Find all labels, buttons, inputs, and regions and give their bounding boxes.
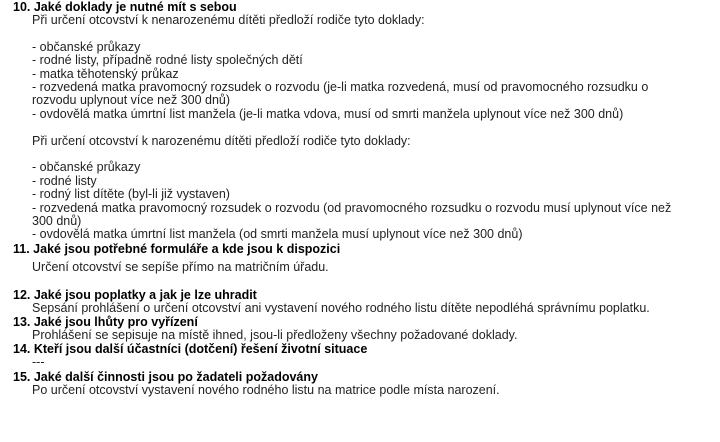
section-10-heading: 10. Jaké doklady je nutné mít s sebou <box>13 0 237 14</box>
section-10-body <box>13 14 720 242</box>
section-11-body <box>13 256 720 288</box>
section-11-text: Určení otcovství se sepíše přímo na matričním úřadu. <box>32 259 329 274</box>
list-item: - rodný list dítěte (byl-li již vystaven) <box>32 187 230 202</box>
list-item: - rodné listy, případně rodné listy společných dětí <box>32 53 303 68</box>
section-13-text: Prohlášení se sepisuje na místě ihned, jsou-li předloženy všechny požadované doklady. <box>32 328 518 343</box>
list-item: - rozvedená matka pravomocný rozsudek o rozvodu (je-li matka rozvedená, musí od pravomocného rozsudku o rozvodu uplynout více než 300 dnů) <box>32 80 649 108</box>
section-14-heading: 14. Kteří jsou další účastníci (dotčení) řešení životní situace <box>13 342 368 357</box>
section-14-text: --- <box>32 355 45 370</box>
list-item: - matka těhotenský průkaz <box>32 66 179 81</box>
unborn-intro: Při určení otcovství k nenarozenému dítěti předloží rodiče tyto doklady: <box>32 13 425 27</box>
section-14-body <box>13 356 720 369</box>
list-item: - rozvedená matka pravomocný rozsudek o rozvodu (od pravomocného rozsudku o rozvodu musí uplynout více než 300 dnů) <box>32 200 672 229</box>
section-12-heading: 12. Jaké jsou poplatky a jak je lze uhradit <box>13 287 257 302</box>
section-11-heading: 11. Jaké jsou potřebné formuláře a kde jsou k dispozici <box>13 241 341 256</box>
section-12-body <box>13 302 720 315</box>
section-13-body <box>13 329 720 342</box>
list-item: - ovdovělá matka úmrtní list manžela (je-li matka vdova, musí od smrti manžela uplynout více než 300 dnů) <box>32 106 624 121</box>
section-15-heading: 15. Jaké další činnosti jsou po žadateli požadovány <box>13 369 318 384</box>
list-item: - občanské průkazy <box>32 39 141 54</box>
list-item: - rodné listy <box>32 173 97 188</box>
list-item: - občanské průkazy <box>32 160 141 175</box>
section-15-text: Po určení otcovství vystavení nového rodného listu na matrice podle místa narození. <box>32 382 500 397</box>
section-12-text: Sepsání prohlášení o určení otcovství ani vystavení nového rodného listu dítěte nepodléhá správnímu poplatku. <box>32 300 650 315</box>
list-item: - ovdovělá matka úmrtní list manžela (od smrti manžela musí uplynout více než 300 dnů) <box>32 227 523 242</box>
section-15-body <box>13 384 720 397</box>
section-13-heading: 13. Jaké jsou lhůty pro vyřízení <box>13 315 198 330</box>
born-intro: Při určení otcovství k narozenému dítěti předloží rodiče tyto doklady: <box>32 133 411 148</box>
